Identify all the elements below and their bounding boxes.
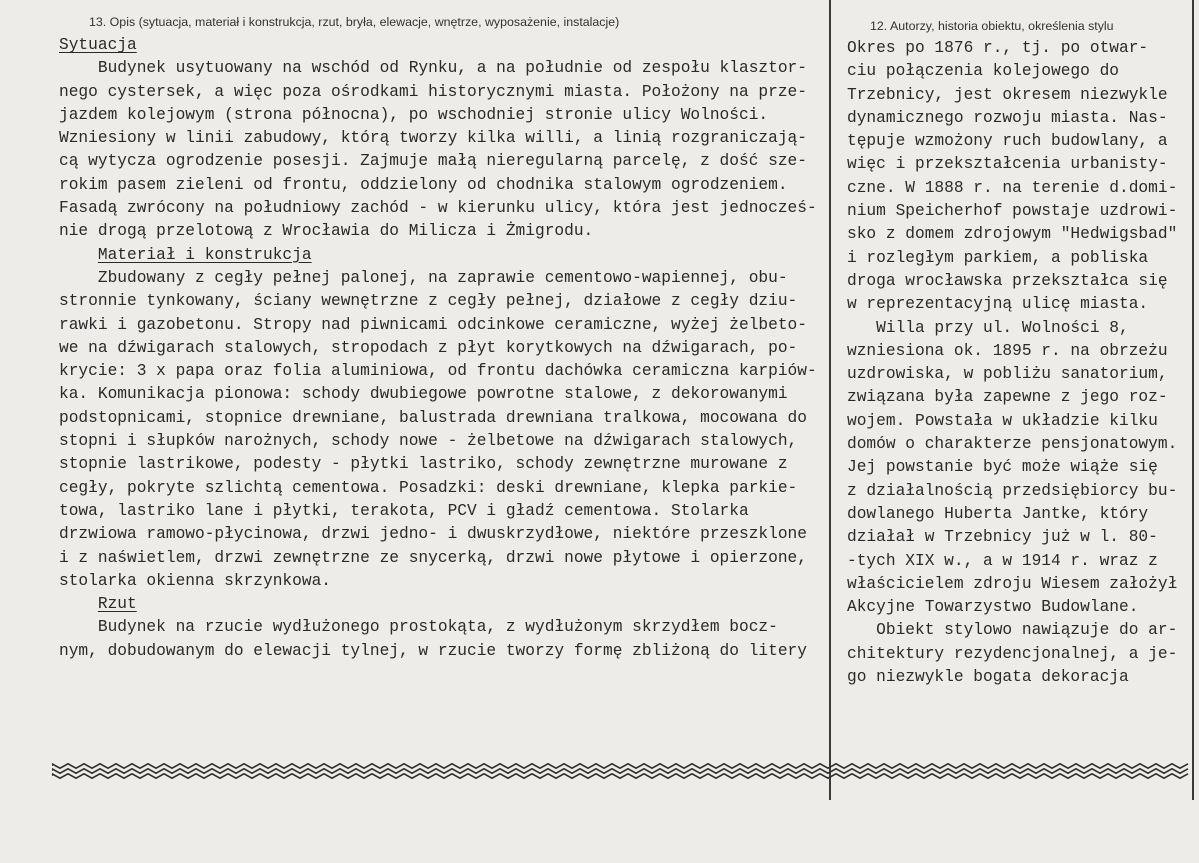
text-line: dowlanego Huberta Jantke, który bbox=[847, 504, 1149, 523]
text-line: jazdem kolejowym (strona północna), po wschodniej stronie ulicy Wolności. bbox=[59, 105, 769, 124]
text-line: stronnie tynkowany, ściany wewnętrzne z cegły pełnej, działowe z cegły dziu- bbox=[59, 292, 798, 311]
text-line: domów o charakterze pensjonatowym. bbox=[847, 435, 1178, 454]
text-line: nego cystersek, a więc poza ośrodkami historycznymi miasta. Położony na prze- bbox=[59, 82, 807, 101]
text-line: i rozległym parkiem, a pobliska bbox=[847, 248, 1149, 267]
text-line: rokim pasem zieleni od frontu, oddzielony od chodnika stalowym ogrodzeniem. bbox=[59, 175, 788, 194]
text-line: tępuje wzmożony ruch budowlany, a bbox=[847, 132, 1168, 151]
text-line: drzwiowa ramowo-płycinowa, drzwi jedno- i dwuskrzydłowe, niektóre przeszklone bbox=[59, 525, 807, 544]
text-line: wzniesiona ok. 1895 r. na obrzeżu bbox=[847, 341, 1168, 360]
text-line: w reprezentacyjną ulicę miasta. bbox=[847, 295, 1149, 314]
text-line: z działalnością przedsiębiorcy bu- bbox=[847, 481, 1178, 500]
text-line: właścicielem zdroju Wiesem założył bbox=[847, 574, 1178, 593]
text-line: nium Speicherhof powstaje uzdrowi- bbox=[847, 202, 1178, 221]
text-line: Trzebnicy, jest okresem niezwykle bbox=[847, 85, 1168, 104]
text-line: -tych XIX w., a w 1914 r. wraz z bbox=[847, 551, 1158, 570]
section-heading: Rzut bbox=[97, 595, 137, 614]
text-line: Akcyjne Towarzystwo Budowlane. bbox=[847, 598, 1139, 617]
text-line: Obiekt stylowo nawiązuje do ar- bbox=[847, 621, 1178, 640]
text-line: Jej powstanie być może wiąże się bbox=[847, 458, 1158, 477]
column-divider bbox=[829, 0, 831, 800]
torn-edge-divider bbox=[52, 762, 1192, 782]
text-line: stopnie lastrikowe, podesty - płytki lastriko, schody zewnętrzne murowane z bbox=[59, 455, 788, 474]
text-line: Budynek na rzucie wydłużonego prostokąta, z wydłużonym skrzydłem bocz- bbox=[59, 618, 778, 637]
text-line: ciu połączenia kolejowego do bbox=[847, 62, 1119, 81]
text-line: i z naświetlem, drzwi zewnętrzne ze snycerką, drzwi nowe płytowe i opierzone, bbox=[59, 548, 807, 567]
text-line: towa, lastriko lane i płytki, terakota, PCV i gładź cementowa. Stolarka bbox=[59, 501, 749, 520]
text-line: droga wrocławska przekształca się bbox=[847, 271, 1168, 290]
text-line: Fasadą zwrócony na południowy zachód - w kierunku ulicy, która jest jednocześ- bbox=[59, 199, 817, 218]
text-line: dynamicznego rozwoju miasta. Nas- bbox=[847, 108, 1168, 127]
description-body bbox=[59, 34, 829, 663]
text-line: sko z domem zdrojowym "Hedwigsbad" bbox=[847, 225, 1178, 244]
description-header: 13. Opis (sytuacja, materiał i konstrukcja, rzut, bryła, elewacje, wnętrze, wyposażenie, instalacje) bbox=[89, 15, 620, 29]
text-line: związana była zapewne z jego roz- bbox=[847, 388, 1168, 407]
text-line: cą wytycza ogrodzenie posesji. Zajmuje małą nieregularną parcelę, z dość sze- bbox=[59, 152, 807, 171]
text-line: krycie: 3 x papa oraz folia aluminiowa, od frontu dachówka ceramiczna karpiów- bbox=[59, 362, 817, 381]
section-heading: Sytuacja bbox=[59, 36, 137, 54]
text-line: Zbudowany z cegły pełnej palonej, na zaprawie cementowo-wapiennej, obu- bbox=[59, 268, 788, 287]
right-border bbox=[1192, 0, 1194, 800]
text-line: Budynek usytuowany na wschód od Rynku, a na południe od zespołu klasztor- bbox=[59, 59, 807, 78]
text-line: uzdrowiska, w pobliżu sanatorium, bbox=[847, 365, 1168, 384]
text-line: rawki i gazobetonu. Stropy nad piwnicami odcinkowe ceramiczne, wyżej żelbeto- bbox=[59, 315, 807, 334]
text-line: działał w Trzebnicy już w l. 80- bbox=[847, 528, 1158, 547]
history-panel bbox=[830, 0, 1199, 792]
text-line: Okres po 1876 r., tj. po otwar- bbox=[847, 39, 1149, 57]
history-header: 12. Autorzy, historia obiektu, określenia stylu bbox=[870, 19, 1114, 33]
text-line: więc i przekształcenia urbanisty- bbox=[847, 155, 1168, 174]
text-line: stolarka okienna skrzynkowa. bbox=[59, 571, 331, 590]
history-body bbox=[847, 37, 1192, 689]
text-line: stopni i słupków narożnych, schody nowe - żelbetowe na dźwigarach stalowych, bbox=[59, 432, 798, 451]
text-line: nym, dobudowanym do elewacji tylnej, w rzucie tworzy formę zbliżoną do litery bbox=[59, 641, 807, 660]
text-line: wojem. Powstała w układzie kilku bbox=[847, 411, 1158, 430]
text-line: Willa przy ul. Wolności 8, bbox=[847, 318, 1129, 337]
text-line: cegły, pokryte szlichtą cementowa. Posadzki: deski drewniane, klepka parkie- bbox=[59, 478, 798, 497]
text-line: podstopnicami, stopnice drewniane, balustrada drewniana tralkowa, mocowana do bbox=[59, 408, 807, 427]
text-line: Wzniesiony w linii zabudowy, którą tworzy kilka willi, a linią rozgraniczają- bbox=[59, 129, 807, 148]
text-line: ka. Komunikacja pionowa: schody dwubiegowe powrotne stalowe, z dekorowanymi bbox=[59, 385, 788, 404]
section-heading: Materiał i konstrukcja bbox=[97, 245, 312, 264]
text-line: czne. W 1888 r. na terenie d.domi- bbox=[847, 178, 1178, 197]
text-line: chitektury rezydencjonalnej, a je- bbox=[847, 644, 1178, 663]
text-line: nie drogą przelotową z Wrocławia do Milicza i Żmigrodu. bbox=[59, 222, 594, 241]
text-line: go niezwykle bogata dekoracja bbox=[847, 668, 1129, 687]
text-line: we na dźwigarach stalowych, stropodach z płyt korytkowych na dźwigarach, po- bbox=[59, 338, 798, 357]
